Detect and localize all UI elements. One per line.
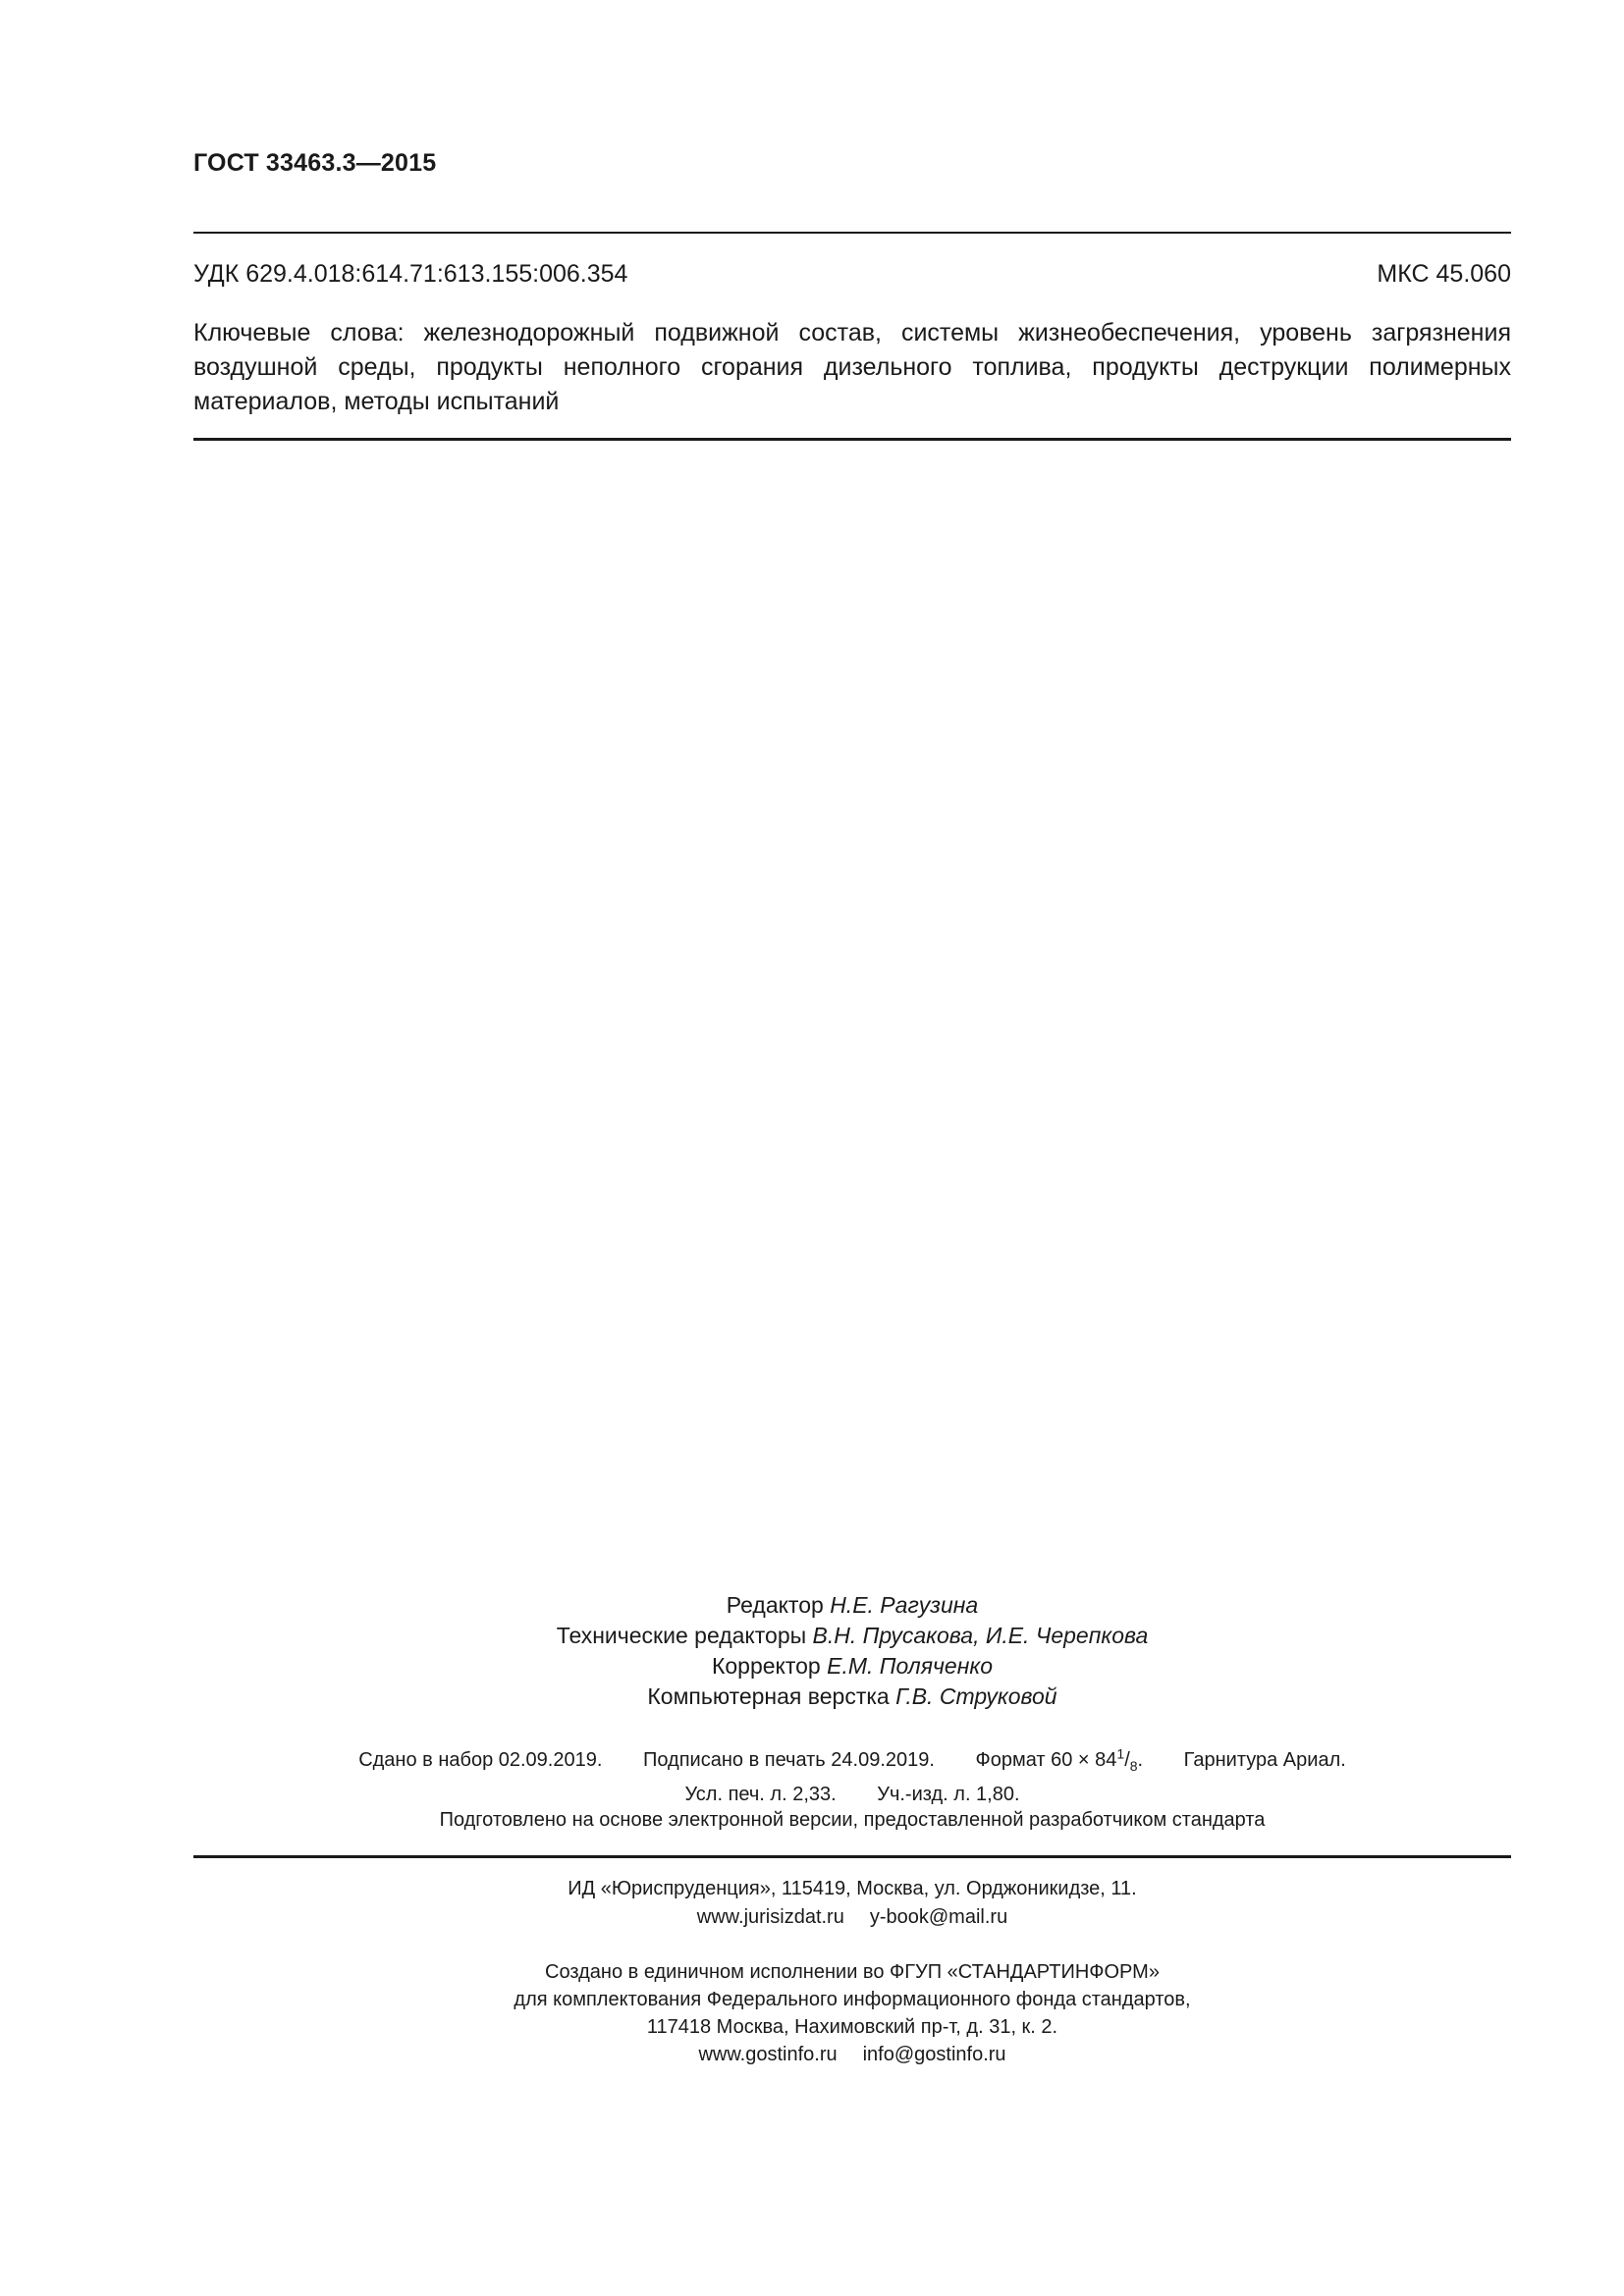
gostinfo-website-link[interactable]: www.gostinfo.ru [698, 2044, 838, 2065]
layout-line [193, 1682, 1511, 1712]
signed-date: Подписано в печать 24.09.2019. [642, 1748, 935, 1771]
created-line-1: Создано в единичном исполнении во ФГУП «СТАНДАРТИНФОРМ» [545, 1961, 1160, 1983]
submitted-date: Сдано в набор 02.09.2019. [358, 1748, 603, 1771]
layout-name: Г.В. Струковой [895, 1683, 1057, 1709]
tech-editors-line [193, 1621, 1511, 1651]
created-block [193, 1958, 1511, 2068]
format-suffix: . [1137, 1748, 1144, 1771]
format-numerator: 1 [1116, 1745, 1125, 1761]
paper-format [975, 1745, 1144, 1774]
publisher-website-link[interactable]: www.jurisizdat.ru [696, 1906, 844, 1928]
print-info-line-1 [193, 1739, 1511, 1781]
classification-row [193, 260, 1511, 289]
document-code: ГОСТ 33463.3—2015 [193, 149, 437, 177]
tech-editors-names: В.Н. Прусакова, И.Е. Черепкова [812, 1623, 1149, 1648]
editor-name: Н.Е. Рагузина [830, 1592, 979, 1618]
publisher-email-link[interactable]: y-book@mail.ru [869, 1906, 1008, 1928]
created-line-2: для комплектования Федерального информационного фонда стандартов, [514, 1989, 1191, 2010]
format-prefix: Формат 60 × 84 [975, 1748, 1117, 1771]
corrector-name: Е.М. Поляченко [827, 1653, 994, 1679]
editor-line [193, 1590, 1511, 1621]
publication-sheets: Уч.-изд. л. 1,80. [877, 1783, 1020, 1805]
tech-editors-label: Технические редакторы [556, 1623, 807, 1648]
print-info-line-2 [193, 1781, 1511, 1809]
keywords-divider [193, 438, 1511, 441]
created-line-3: 117418 Москва, Нахимовский пр-т, д. 31, к. 2. [646, 2016, 1058, 2038]
prepared-note: Подготовлено на основе электронной версии, предоставленной разработчиком стандарта [439, 1809, 1266, 1831]
top-divider [193, 232, 1511, 234]
created-contacts [193, 2041, 1511, 2068]
mks-code: МКС 45.060 [1377, 260, 1511, 288]
gostinfo-email-link[interactable]: info@gostinfo.ru [862, 2044, 1006, 2065]
typeface: Гарнитура Ариал. [1183, 1748, 1346, 1771]
format-denominator: 8 [1129, 1757, 1138, 1774]
publisher-block [193, 1875, 1511, 1932]
print-info-block [193, 1739, 1511, 1809]
udk-code: УДК 629.4.018:614.71:613.155:006.354 [193, 260, 628, 288]
keywords-paragraph: Ключевые слова: железнодорожный подвижной состав, системы жизнеобеспечения, уровень загрязнения воздушной среды, продукты неполного сгорания дизельного топлива, продукты деструкции полимерных материалов, методы испытаний [193, 319, 1511, 415]
layout-label: Компьютерная верстка [647, 1683, 890, 1709]
publisher-address: ИД «Юриспруденция», 115419, Москва, ул. Орджоникидзе, 11. [568, 1878, 1137, 1899]
editor-label: Редактор [726, 1592, 824, 1618]
corrector-label: Корректор [711, 1653, 821, 1679]
publisher-contacts [193, 1903, 1511, 1932]
print-sheets: Усл. печ. л. 2,33. [684, 1783, 837, 1805]
credits-block [193, 1590, 1511, 1712]
corrector-line [193, 1651, 1511, 1682]
footer-divider [193, 1855, 1511, 1858]
format-slash: / [1124, 1748, 1130, 1771]
